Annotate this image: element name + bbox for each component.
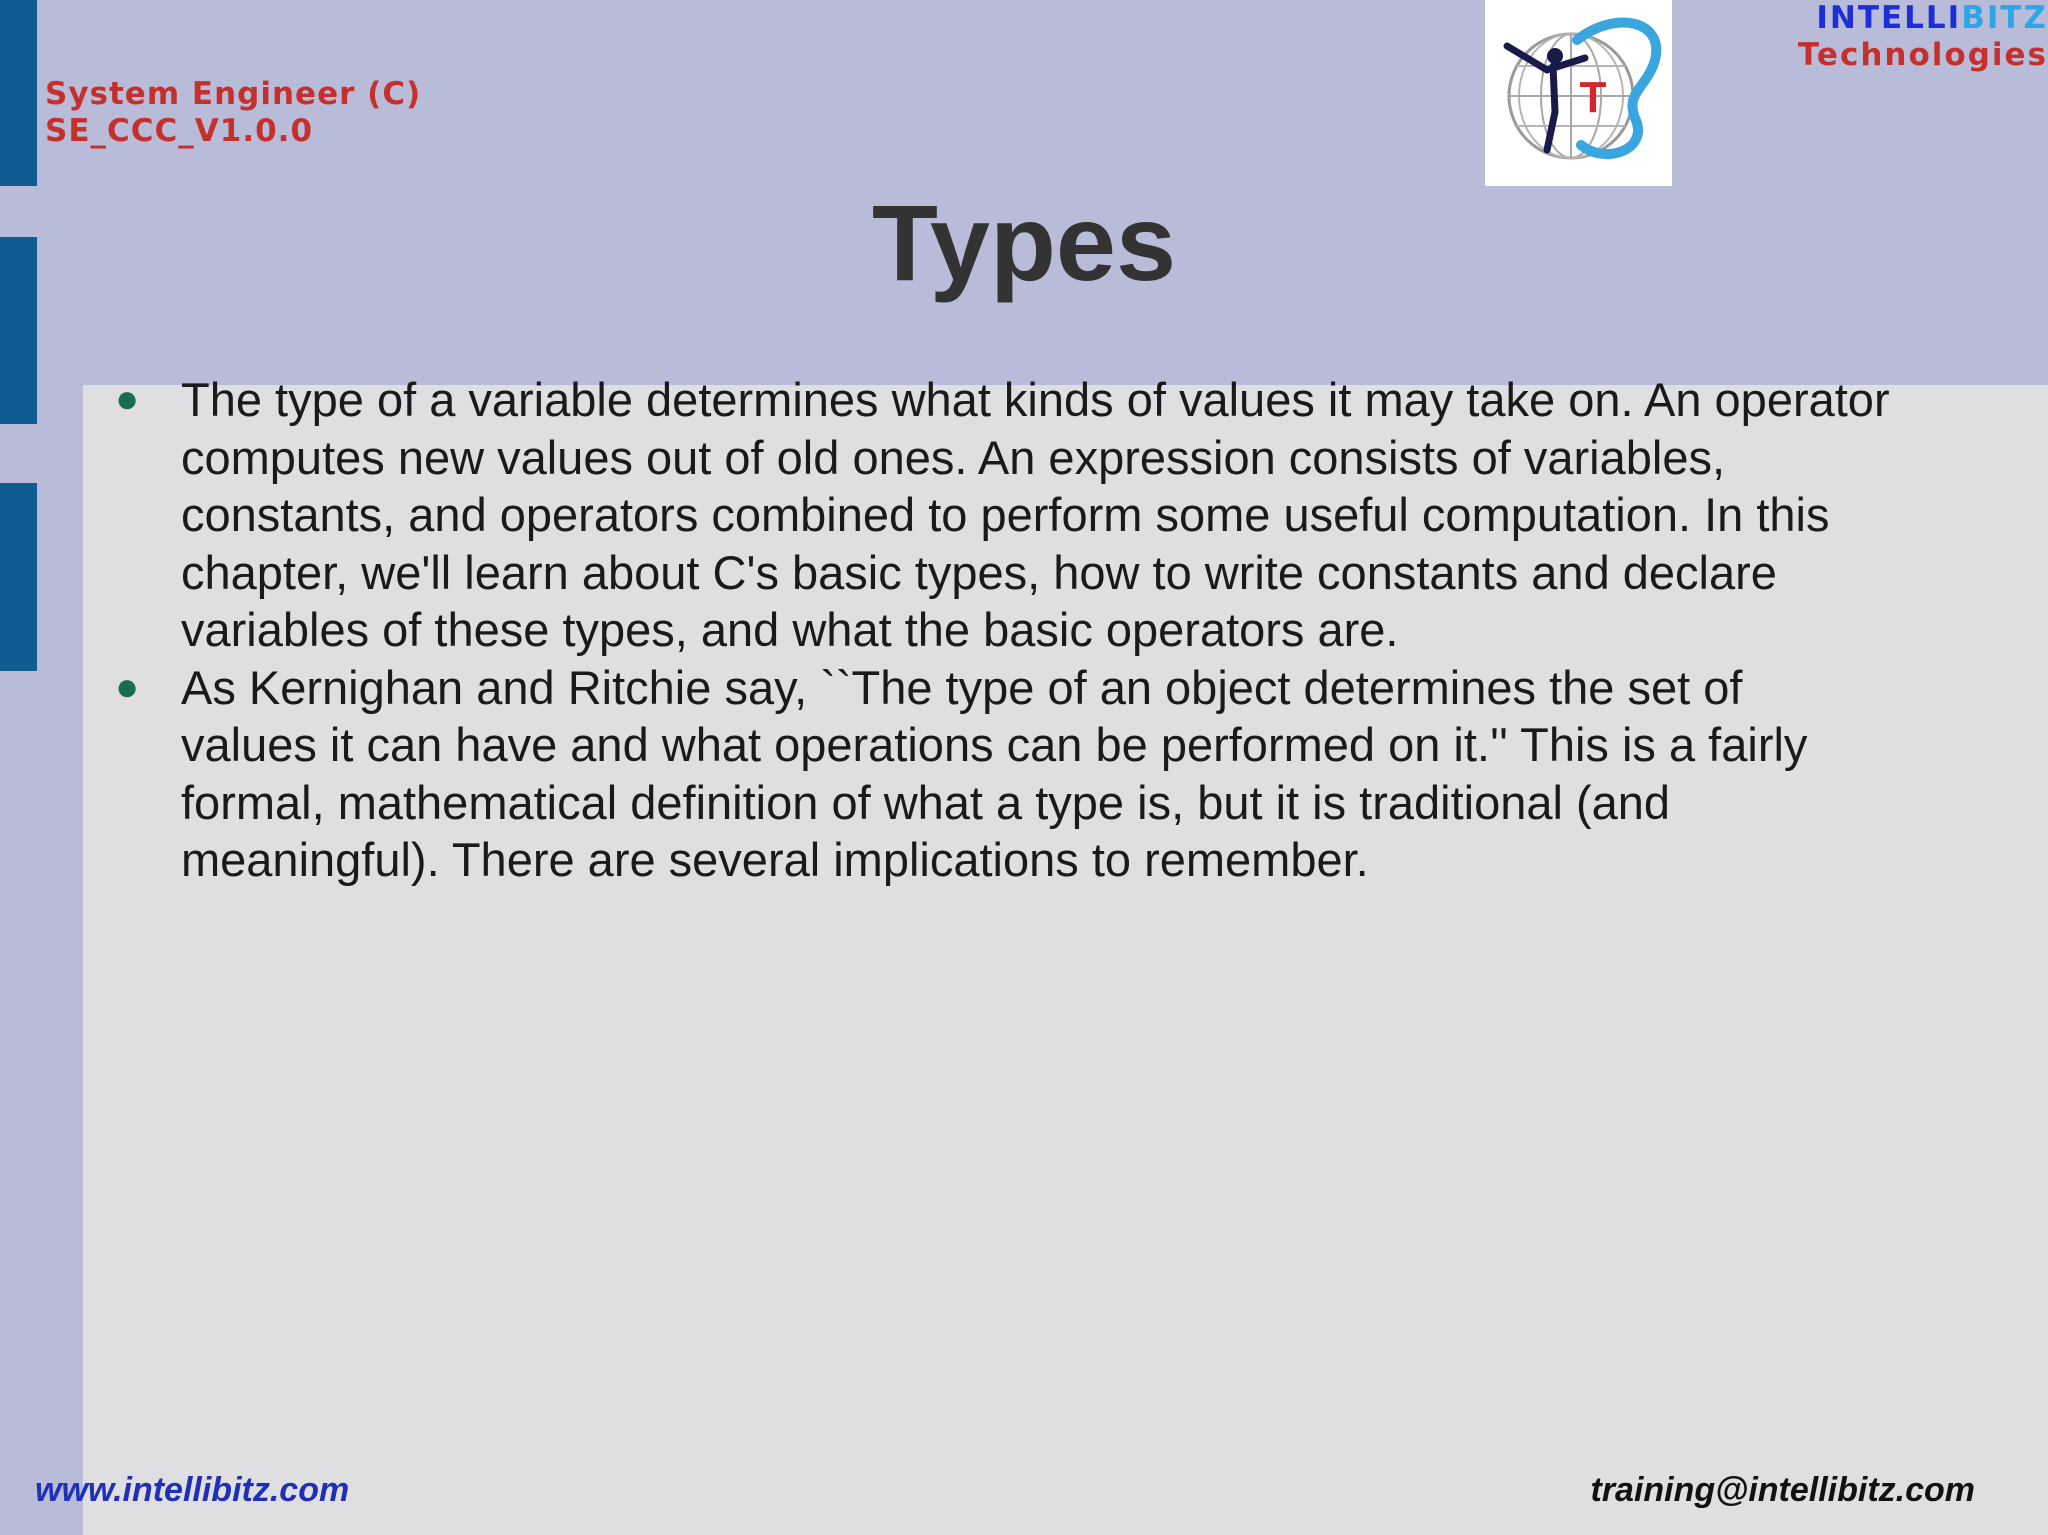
bullet-text: The type of a variable determines what kinds of values it may take on. An operator computes new values out of old ones. An expression consists of variables, constants, and operators combined to perform some useful computation. In this chapter, we'll learn about C's basic types, how to write constants and declare variables of these types, and what the basic operators are. <box>181 373 1890 656</box>
bullet-text: As Kernighan and Ritchie say, ``The type of an object determines the set of values it can have and what operations can be performed on it.'' This is a fairly formal, mathematical definition of what a type is, but it is traditional (and meaningful). There are several implications to remember. <box>181 660 1808 886</box>
bullet-list <box>110 371 1890 889</box>
intellibitz-globe-logo-icon <box>1485 0 1672 186</box>
bullet-item <box>110 659 1890 889</box>
brand-part1: INTELLI <box>1816 0 1962 36</box>
course-info <box>45 76 421 150</box>
email-link[interactable]: training@intellibitz.com <box>1590 1471 1975 1509</box>
bullet-item <box>110 371 1890 659</box>
side-accent-bar <box>0 483 37 671</box>
course-code: SE_CCC_V1.0.0 <box>45 113 314 149</box>
svg-text:T: T <box>1579 73 1607 122</box>
course-name: System Engineer (C) <box>45 76 422 112</box>
slide-title: Types <box>871 182 1177 303</box>
brand-name <box>1798 0 2048 74</box>
brand-tagline: Technologies <box>1797 37 2048 73</box>
bullet-dot-icon: ● <box>115 377 140 421</box>
bullet-dot-icon: ● <box>115 664 140 709</box>
side-accent-bar <box>0 0 37 186</box>
website-link[interactable]: www.intellibitz.com <box>35 1471 350 1509</box>
brand-part2: BITZ <box>1961 0 2048 36</box>
